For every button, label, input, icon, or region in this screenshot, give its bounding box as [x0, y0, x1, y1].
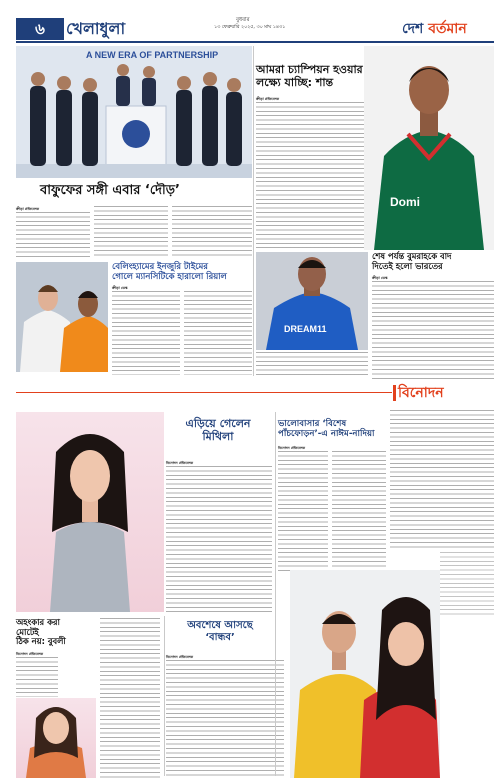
- bumrah-photo: [256, 252, 368, 350]
- naim-nadia-illustration: [290, 570, 440, 778]
- bumrah-headline-line1: শেষ পর্যন্ত বুমরাহকে বাদ: [372, 251, 452, 261]
- bafufe-photo-illustration: [16, 46, 252, 178]
- logo-second-word: বর্তমান: [428, 21, 467, 37]
- naim-nadia-body-col3: [390, 410, 494, 550]
- real-madrid-photo: [16, 262, 108, 372]
- bandhob-headline-line1: অবশেষে আসছে: [187, 620, 253, 631]
- banner-text: A NEW ERA OF PARTNERSHIP: [86, 50, 219, 60]
- real-byline: ক্রীড়া ডেস্ক: [112, 286, 128, 290]
- bafufe-byline: ক্রীড়া প্রতিবেদক: [16, 207, 40, 211]
- shanto-photo: [364, 46, 494, 250]
- bumrah-headline: [372, 252, 494, 271]
- mithila-body-text: [166, 466, 272, 614]
- bafufe-body-col3: [172, 206, 252, 258]
- naim-nadia-headline-line2: পাঁচফোড়ন’-এ নাঈম-নাদিয়া: [278, 428, 375, 439]
- column-rule: [253, 46, 254, 376]
- shanto-body-text: [256, 102, 364, 248]
- bafufe-body-col2: [94, 206, 168, 258]
- shanto-headline-line1: আমরা চ্যাম্পিয়ন হওয়ার: [256, 63, 363, 76]
- bubly-photo: [16, 698, 96, 778]
- bafufe-headline: বাফুফের সঙ্গী এবার ‘দৌড়’: [40, 183, 180, 198]
- naim-nadia-credits: [440, 552, 494, 616]
- header-rule: [16, 41, 494, 43]
- mithila-photo: [16, 412, 164, 612]
- newspaper-logo: [402, 18, 467, 40]
- real-body-col2: [184, 291, 252, 375]
- mithila-byline: বিনোদন প্রতিবেদক: [166, 461, 194, 465]
- binodon-bar: [393, 385, 396, 401]
- bubly-headline-line1: অহংকার করা: [16, 617, 60, 627]
- real-headline: [112, 262, 252, 281]
- real-headline-line2: গোলে ম্যানসিটিকে হারালো রিয়াল: [112, 270, 227, 281]
- bubly-body-text: [16, 657, 58, 697]
- bafufe-photo: [16, 46, 252, 178]
- naim-nadia-headline: [278, 420, 386, 440]
- naim-nadia-body-col2: [332, 451, 386, 571]
- shanto-headline-line2: লক্ষ্যে যাচ্ছি: শান্ত: [256, 75, 334, 89]
- bandhob-headline-line2: ‘বান্ধব’: [205, 631, 235, 643]
- bubly-body-col2: [100, 618, 160, 778]
- section-name: খেলাধুলা: [66, 19, 126, 38]
- bumrah-body-text-below: [256, 352, 368, 378]
- bumrah-byline: ক্রীড়া ডেস্ক: [372, 276, 388, 280]
- bubly-byline: বিনোদন প্রতিবেদক: [16, 652, 44, 656]
- mithila-headline-line1: এড়িয়ে গেলেন: [185, 417, 251, 430]
- bandhob-byline: বিনোদন প্রতিবেদক: [166, 655, 194, 659]
- bandhob-headline: [166, 620, 274, 643]
- naim-nadia-headline-line1: ভালোবাসার ‘বিশেষ: [278, 419, 347, 429]
- binodon-rule: [16, 392, 392, 393]
- mithila-headline: [166, 418, 270, 443]
- naim-nadia-byline: বিনোদন প্রতিবেদক: [278, 446, 306, 450]
- weekday: বুধবার: [236, 17, 250, 23]
- real-madrid-illustration: [16, 262, 108, 372]
- logo-first-word: দেশ: [402, 21, 429, 37]
- bafufe-body-col1: [16, 212, 90, 258]
- bandhob-body-text: [166, 660, 284, 778]
- binodon-label: বিনোদন: [398, 385, 444, 401]
- jersey-text: DREAM11: [284, 324, 327, 334]
- mithila-headline-line2: মিথিলা: [202, 429, 234, 443]
- bumrah-body-text: [372, 281, 494, 379]
- date-line: ১৩ ফেব্রুয়ারি ২০২৫, ৩০ মাঘ ১৪৩১: [214, 25, 286, 30]
- bubly-headline: [16, 618, 96, 647]
- column-rule: [164, 616, 165, 776]
- naim-nadia-body-col1: [278, 451, 328, 571]
- naim-nadia-photo: [290, 570, 440, 778]
- bubly-headline-line2: মোটেই: [16, 626, 39, 637]
- shanto-illustration: [364, 46, 494, 250]
- mithila-illustration: [16, 412, 164, 612]
- svg-text:Domi: Domi: [390, 195, 420, 209]
- shanto-byline: ক্রীড়া প্রতিবেদক: [256, 97, 280, 101]
- real-headline-line1: বেলিংহ্যামের ইনজুরি টাইমের: [112, 261, 208, 271]
- bumrah-headline-line2: দিতেই হলো ভারতের: [372, 260, 443, 271]
- real-body-col1: [112, 291, 180, 375]
- bumrah-illustration: [256, 252, 368, 350]
- bubly-headline-line3: ঠিক নয়: বুবলী: [16, 636, 66, 647]
- page-number: ৬: [16, 18, 64, 40]
- bubly-illustration: [16, 698, 96, 778]
- column-rule: [275, 412, 276, 776]
